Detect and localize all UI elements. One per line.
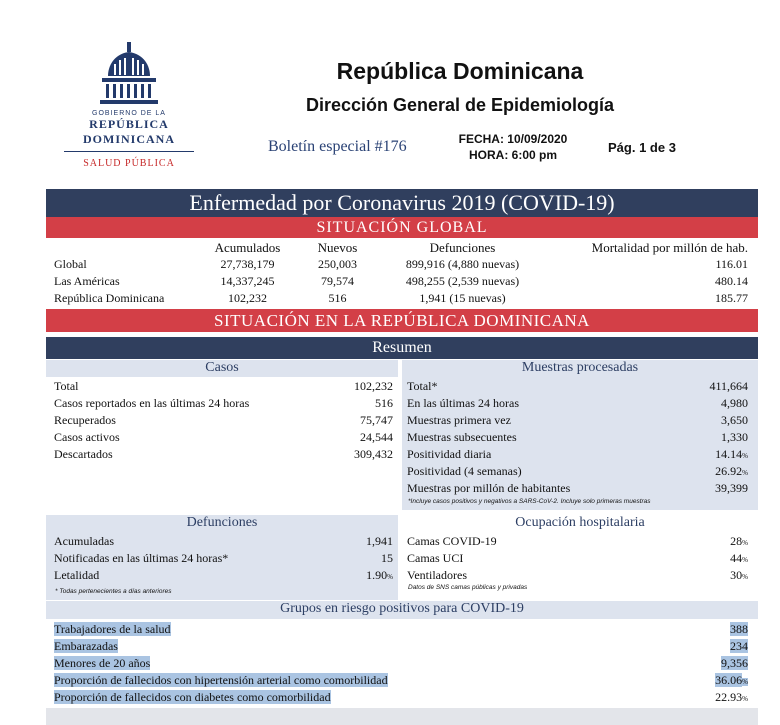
casos-row-label: Recuperados [54, 413, 116, 427]
americas-row-acumulados: 14,337,245 [220, 274, 275, 288]
page-number: Pág. 1 de 3 [608, 140, 676, 155]
muestras-row-label: En las últimas 24 horas [407, 396, 519, 410]
grupos-label-text: Trabajadores de la salud [54, 622, 171, 636]
grupos-value-text: 234 [730, 639, 748, 653]
casos-row-value: 75,747 [360, 413, 393, 427]
global-row-acumulados: 27,738,179 [220, 257, 275, 271]
disease-banner: Enfermedad por Coronavirus 2019 (COVID-19) [46, 189, 758, 217]
value-unit: % [387, 573, 393, 581]
global-col-acumulados: Acumulados [214, 240, 281, 255]
defunciones-row-label: Notificadas en las últimas 24 horas* [54, 551, 229, 565]
defunciones-footnote: * Todas pertenecientes a días anteriores [55, 588, 172, 595]
global-row-label: Global [54, 257, 87, 271]
rd-row-mortalidad: 185.77 [715, 291, 748, 305]
value-unit: % [742, 452, 748, 460]
muestras-row-label: Positividad diaria [407, 447, 492, 461]
grupos-title: Grupos en riesgo positivos para COVID-19 [280, 601, 524, 616]
ocupacion-row-label: Camas UCI [407, 551, 464, 565]
bulletin-number: Boletín especial #176 [268, 138, 407, 155]
defunciones-row-value [300, 567, 393, 586]
grupos-row-label [54, 672, 388, 689]
ocupacion-row-label: Camas COVID-19 [407, 534, 497, 548]
grupos-value-text: 36.06 [715, 673, 743, 687]
global-col-mortalidad: Mortalidad por millón de hab. [591, 240, 748, 255]
defunciones-row-value: 1,941 [366, 534, 393, 548]
value-unit: % [742, 695, 748, 703]
rd-row-nuevos: 516 [328, 291, 347, 305]
value-unit: % [742, 556, 748, 564]
value-unit: % [742, 539, 748, 547]
value-number: 26.92 [715, 464, 743, 478]
bottom-band [46, 708, 758, 725]
value-number: 14.14 [715, 447, 743, 461]
muestras-row-value: 411,664 [709, 379, 748, 393]
global-col-defunciones: Defunciones [429, 240, 496, 255]
grupos-value-text: 388 [730, 622, 748, 636]
defunciones-row-value: 15 [381, 551, 393, 565]
grupos-row-value [640, 655, 748, 672]
casos-row-value: 102,232 [354, 379, 393, 393]
value-unit: % [742, 469, 748, 477]
casos-row-label: Casos reportados en las últimas 24 horas [54, 396, 250, 410]
muestras-title: Muestras procesadas [521, 360, 639, 375]
casos-row-label: Descartados [54, 447, 113, 461]
ocupacion-row-value [640, 567, 748, 586]
americas-row-label: Las Américas [54, 274, 120, 288]
grupos-label-text: Proporción de fallecidos con diabetes como comorbilidad [54, 690, 331, 704]
rd-row-defunciones: 1,941 (15 nuevas) [419, 291, 506, 305]
defunciones-row-label: Acumuladas [54, 534, 114, 548]
resumen-header: Resumen [46, 337, 758, 359]
ocupacion-title: Ocupación hospitalaria [515, 515, 645, 530]
casos-title: Casos [205, 360, 239, 375]
grupos-row-label [54, 689, 331, 706]
page-title: República Dominicana [336, 58, 584, 84]
date-time [448, 131, 578, 163]
logo-divider [64, 151, 194, 152]
muestras-row-value: 39,399 [715, 481, 748, 495]
page-subtitle: Dirección General de Epidemiología [305, 95, 615, 115]
muestras-row-value: 3,650 [721, 413, 748, 427]
rd-section-header: SITUACIÓN EN LA REPÚBLICA DOMINICANA [46, 309, 758, 332]
defunciones-row-label: Letalidad [54, 568, 100, 582]
grupos-row-label [54, 638, 118, 655]
casos-row-value: 516 [375, 396, 393, 410]
muestras-row-value: 4,980 [721, 396, 748, 410]
rd-row-acumulados: 102,232 [228, 291, 267, 305]
global-section-header: SITUACIÓN GLOBAL [46, 217, 758, 238]
grupos-value-text: 22.93 [715, 690, 743, 704]
grupos-row-value [640, 638, 748, 655]
value-unit: % [742, 678, 748, 686]
global-row-defunciones: 899,916 (4,880 nuevas) [405, 257, 520, 271]
global-row-nuevos: 250,003 [318, 257, 357, 271]
ocupacion-row-label: Ventiladores [407, 568, 467, 582]
value-number: 28 [730, 534, 743, 548]
grupos-row-label [54, 655, 150, 672]
americas-row-mortalidad: 480.14 [715, 274, 748, 288]
grupos-label-text: Proporción de fallecidos con hipertensión arterial como comorbilidad [54, 673, 388, 687]
muestras-row-label: Muestras subsecuentes [407, 430, 517, 444]
logo-salud: SALUD PÚBLICA [83, 158, 175, 169]
global-row-mortalidad: 116.01 [715, 257, 748, 271]
value-number: 1.90 [366, 568, 388, 582]
logo-gobierno: GOBIERNO DE LA [92, 110, 166, 117]
defunciones-title: Defunciones [186, 515, 258, 530]
casos-row-value: 24,544 [360, 430, 393, 444]
casos-row-value: 309,432 [354, 447, 393, 461]
muestras-row-label: Positividad (4 semanas) [407, 464, 522, 478]
ocupacion-footnote: Datos de SNS camas públicas y privadas [408, 584, 528, 591]
muestras-row-label: Total* [407, 379, 438, 393]
muestras-footnote: *Incluye casos positivos y negativos a SARS-CoV-2. Incluye solo primeras muestras [408, 498, 651, 505]
americas-row-defunciones: 498,255 (2,539 nuevas) [405, 274, 520, 288]
time-text: HORA: 6:00 pm [468, 148, 557, 162]
logo-republica: REPÚBLICA DOMINICANA [83, 117, 175, 146]
date-text: FECHA: 10/09/2020 [458, 132, 568, 146]
capitol-dome-icon [94, 40, 164, 108]
grupos-label-text: Menores de 20 años [54, 656, 151, 670]
muestras-row-value: 1,330 [721, 430, 748, 444]
casos-row-label: Casos activos [54, 430, 120, 444]
muestras-row-label: Muestras primera vez [407, 413, 511, 427]
value-number: 44 [730, 551, 743, 565]
grupos-row-label [54, 621, 171, 638]
government-logo [48, 40, 210, 169]
muestras-row-label: Muestras por millón de habitantes [407, 481, 571, 495]
report-header [0, 0, 780, 185]
global-col-nuevos: Nuevos [317, 240, 358, 255]
value-unit: % [742, 573, 748, 581]
value-number: 30 [730, 568, 743, 582]
grupos-row-value [640, 689, 748, 708]
americas-row-nuevos: 79,574 [321, 274, 354, 288]
grupos-value-text: 9,356 [721, 656, 748, 670]
rd-row-label: República Dominicana [54, 291, 165, 305]
grupos-label-text: Embarazadas [54, 639, 118, 653]
casos-row-label: Total [54, 379, 79, 393]
grupos-row-value [640, 621, 748, 638]
